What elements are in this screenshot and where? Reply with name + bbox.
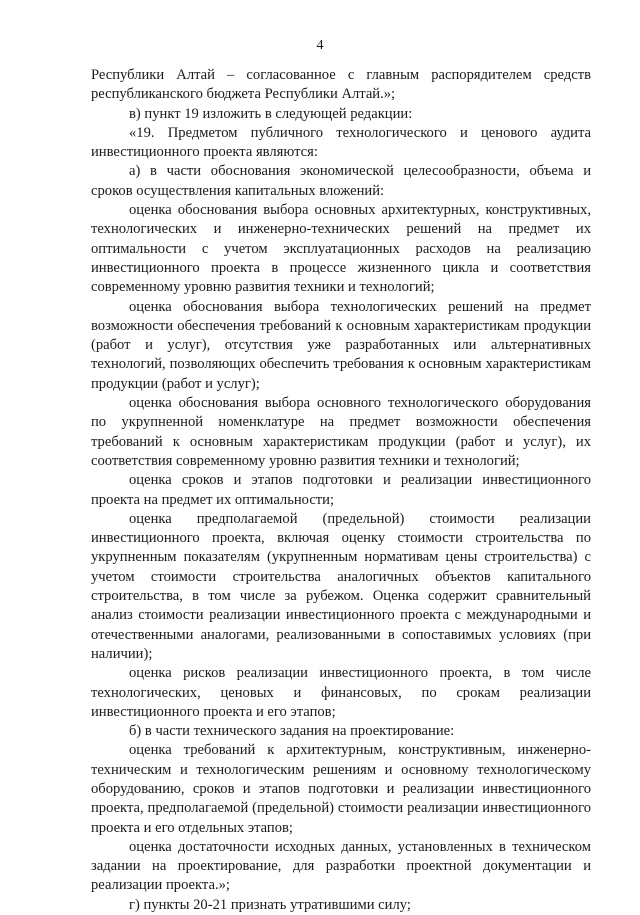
paragraph-assessment-requirements: оценка требований к архитектурным, конструктивным, инженерно-техническим и технологическим решениям и основному технологическому оборудованию, сроков и этапов подготовки и реализации инвестиционного проекта, предполагаемой (предельной) стоимости реализации инвестиционного проекта и его отдельных этапов; (91, 742, 591, 836)
paragraph-subitem-b: б) в части технического задания на проектирование: (129, 723, 455, 740)
paragraph-item-g: г) пункты 20-21 признать утратившими силу; (129, 896, 411, 913)
paragraph-assessment-architecture: оценка обоснования выбора основных архитектурных, конструктивных, технологических и инженерно-технических решений на предмет их оптимальности с учетом эксплуатационных расходов на реализацию инвестиционного проекта в процессе жизненного цикла и соответствия современному уровню развития техники и технологий; (91, 202, 591, 296)
paragraph-assessment-risks: оценка рисков реализации инвестиционного проекта, в том числе технологических, ценовых и финансовых, по срокам реализации инвестиционного проекта и его этапов; (91, 665, 591, 720)
paragraph-assessment-cost: оценка предполагаемой (предельной) стоимости реализации инвестиционного проекта, включая оценку стоимости строительства по укрупненным показателям (укрупненным нормативам цены строительства) с учетом стоимости строительства аналогичных объектов капитального строительства, в том числе за рубежом. Оценка содержит сравнительный анализ стоимости реализации инвестиционного проекта с международными и отечественными аналогами, реализованными в сопоставимых условиях (при наличии); (91, 510, 591, 662)
document-body (91, 66, 591, 915)
paragraph-continuation: Республики Алтай – согласованное с главным распорядителем средств республиканского бюджета Республики Алтай.»; (91, 67, 591, 103)
paragraph-assessment-equipment: оценка обоснования выбора основного технологического оборудования по укрупненной номенклатуре на предмет возможности обеспечения требований к основным характеристикам продукции (работ и услуг), их соответствия современному уровню развития техники и технологий; (91, 395, 591, 469)
paragraph-assessment-technology: оценка обоснования выбора технологических решений на предмет возможности обеспечения требований к основным характеристикам продукции (работ и услуг), отсутствия уже разработанных или альтернативных технологий, позволяющих обеспечить требования к основным характеристикам продукции (работ и услуг); (91, 298, 591, 392)
paragraph-point-19: «19. Предметом публичного технологического и ценового аудита инвестиционного проекта являются: (91, 124, 591, 161)
page-number: 4 (316, 38, 324, 53)
paragraph-assessment-timing: оценка сроков и этапов подготовки и реализации инвестиционного проекта на предмет их оптимальности; (91, 472, 591, 508)
paragraph-assessment-source-data: оценка достаточности исходных данных, установленных в техническом задании на проектирование, для разработки проектной документации и реализации проекта.»; (91, 838, 591, 894)
paragraph-subitem-a: а) в части обоснования экономической целесообразности, объема и сроков осуществления капитальных вложений: (91, 163, 591, 199)
paragraph-item-v: в) пункт 19 изложить в следующей редакции: (129, 105, 413, 122)
